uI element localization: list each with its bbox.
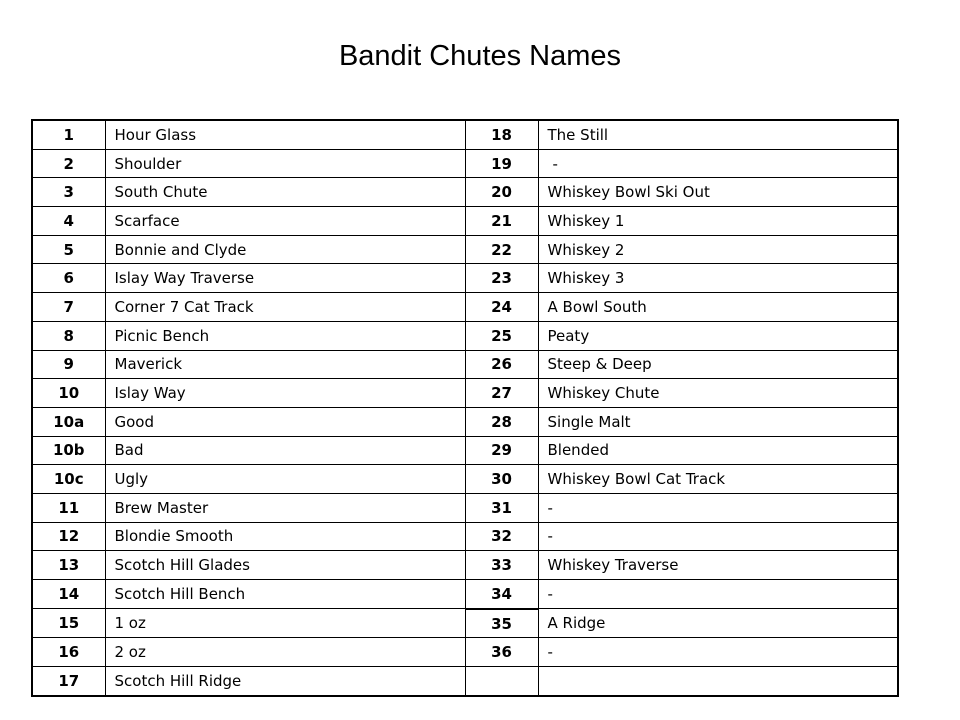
chute-name-cell: Peaty [538,321,898,350]
chute-number-cell: 19 [465,149,538,178]
chute-name-cell: A Ridge [538,609,898,638]
chute-number-cell [465,667,538,696]
chute-number-cell: 18 [465,120,538,149]
chute-name-cell: 2 oz [105,638,465,667]
chute-name-cell: Whiskey 2 [538,235,898,264]
table-row [32,264,898,293]
chute-name-cell: Maverick [105,350,465,379]
chute-name-cell: Steep & Deep [538,350,898,379]
chute-names-table [31,119,899,697]
chute-name-cell: - [538,149,898,178]
table-row [32,638,898,667]
chute-number-cell: 33 [465,551,538,580]
table-row [32,321,898,350]
chute-number-cell: 27 [465,379,538,408]
table-row [32,350,898,379]
table-row [32,407,898,436]
chute-number-cell: 21 [465,207,538,236]
chute-name-cell: Bonnie and Clyde [105,235,465,264]
table-row [32,609,898,638]
chute-number-cell: 10 [32,379,105,408]
table-row [32,149,898,178]
chute-name-cell: The Still [538,120,898,149]
chute-name-cell: 1 oz [105,609,465,638]
table-row [32,207,898,236]
chute-number-cell: 3 [32,178,105,207]
chute-number-cell: 10a [32,407,105,436]
chute-number-cell: 20 [465,178,538,207]
chute-number-cell: 10c [32,465,105,494]
chute-number-cell: 9 [32,350,105,379]
chute-number-cell: 35 [465,609,538,638]
chute-name-cell: Corner 7 Cat Track [105,293,465,322]
chute-name-cell: - [538,493,898,522]
table-row [32,235,898,264]
table-row [32,493,898,522]
table-row [32,551,898,580]
chute-number-cell: 17 [32,667,105,696]
chute-name-cell: Scotch Hill Ridge [105,667,465,696]
chute-name-cell: Ugly [105,465,465,494]
chute-name-cell: Whiskey Traverse [538,551,898,580]
chute-name-cell: Whiskey 3 [538,264,898,293]
chute-number-cell: 22 [465,235,538,264]
chute-name-cell: Whiskey 1 [538,207,898,236]
chute-name-cell: Whiskey Chute [538,379,898,408]
chute-name-cell: Bad [105,436,465,465]
chute-number-cell: 24 [465,293,538,322]
chute-number-cell: 36 [465,638,538,667]
chute-name-cell: Islay Way [105,379,465,408]
chute-number-cell: 34 [465,580,538,609]
chute-number-cell: 4 [32,207,105,236]
chute-number-cell: 1 [32,120,105,149]
chute-name-cell: A Bowl South [538,293,898,322]
chute-name-cell: Brew Master [105,493,465,522]
chute-name-cell: South Chute [105,178,465,207]
chute-number-cell: 30 [465,465,538,494]
chute-number-cell: 8 [32,321,105,350]
chute-name-cell: Blended [538,436,898,465]
chute-name-cell: Scotch Hill Glades [105,551,465,580]
table-row [32,178,898,207]
chute-number-cell: 25 [465,321,538,350]
chute-name-cell: Islay Way Traverse [105,264,465,293]
chute-number-cell: 11 [32,493,105,522]
chute-name-cell: Hour Glass [105,120,465,149]
chute-name-cell [538,667,898,696]
page-title: Bandit Chutes Names [338,40,622,72]
chute-number-cell: 16 [32,638,105,667]
chute-name-cell: Good [105,407,465,436]
chute-number-cell: 13 [32,551,105,580]
chute-number-cell: 12 [32,522,105,551]
chute-number-cell: 7 [32,293,105,322]
chute-number-cell: 5 [32,235,105,264]
chute-name-cell: Picnic Bench [105,321,465,350]
chute-number-cell: 23 [465,264,538,293]
chute-number-cell: 29 [465,436,538,465]
chute-number-cell: 10b [32,436,105,465]
chute-name-cell: - [538,522,898,551]
chute-name-cell: Blondie Smooth [105,522,465,551]
chute-number-cell: 15 [32,609,105,638]
chute-name-cell: - [538,580,898,609]
table-row [32,293,898,322]
chute-name-cell: Single Malt [538,407,898,436]
chute-number-cell: 14 [32,580,105,609]
chute-name-cell: Shoulder [105,149,465,178]
chute-number-cell: 2 [32,149,105,178]
chute-number-cell: 28 [465,407,538,436]
table-row [32,522,898,551]
table-row [32,379,898,408]
chute-number-cell: 32 [465,522,538,551]
chute-number-cell: 6 [32,264,105,293]
table-row [32,580,898,609]
chute-name-cell: Scarface [105,207,465,236]
chute-name-cell: Whiskey Bowl Cat Track [538,465,898,494]
table-row [32,120,898,149]
chute-number-cell: 31 [465,493,538,522]
chute-number-cell: 26 [465,350,538,379]
table-row [32,436,898,465]
chute-name-cell: - [538,638,898,667]
table-row [32,465,898,494]
chute-name-cell: Whiskey Bowl Ski Out [538,178,898,207]
chute-name-cell: Scotch Hill Bench [105,580,465,609]
chute-rows [32,120,898,696]
table-row [32,667,898,696]
